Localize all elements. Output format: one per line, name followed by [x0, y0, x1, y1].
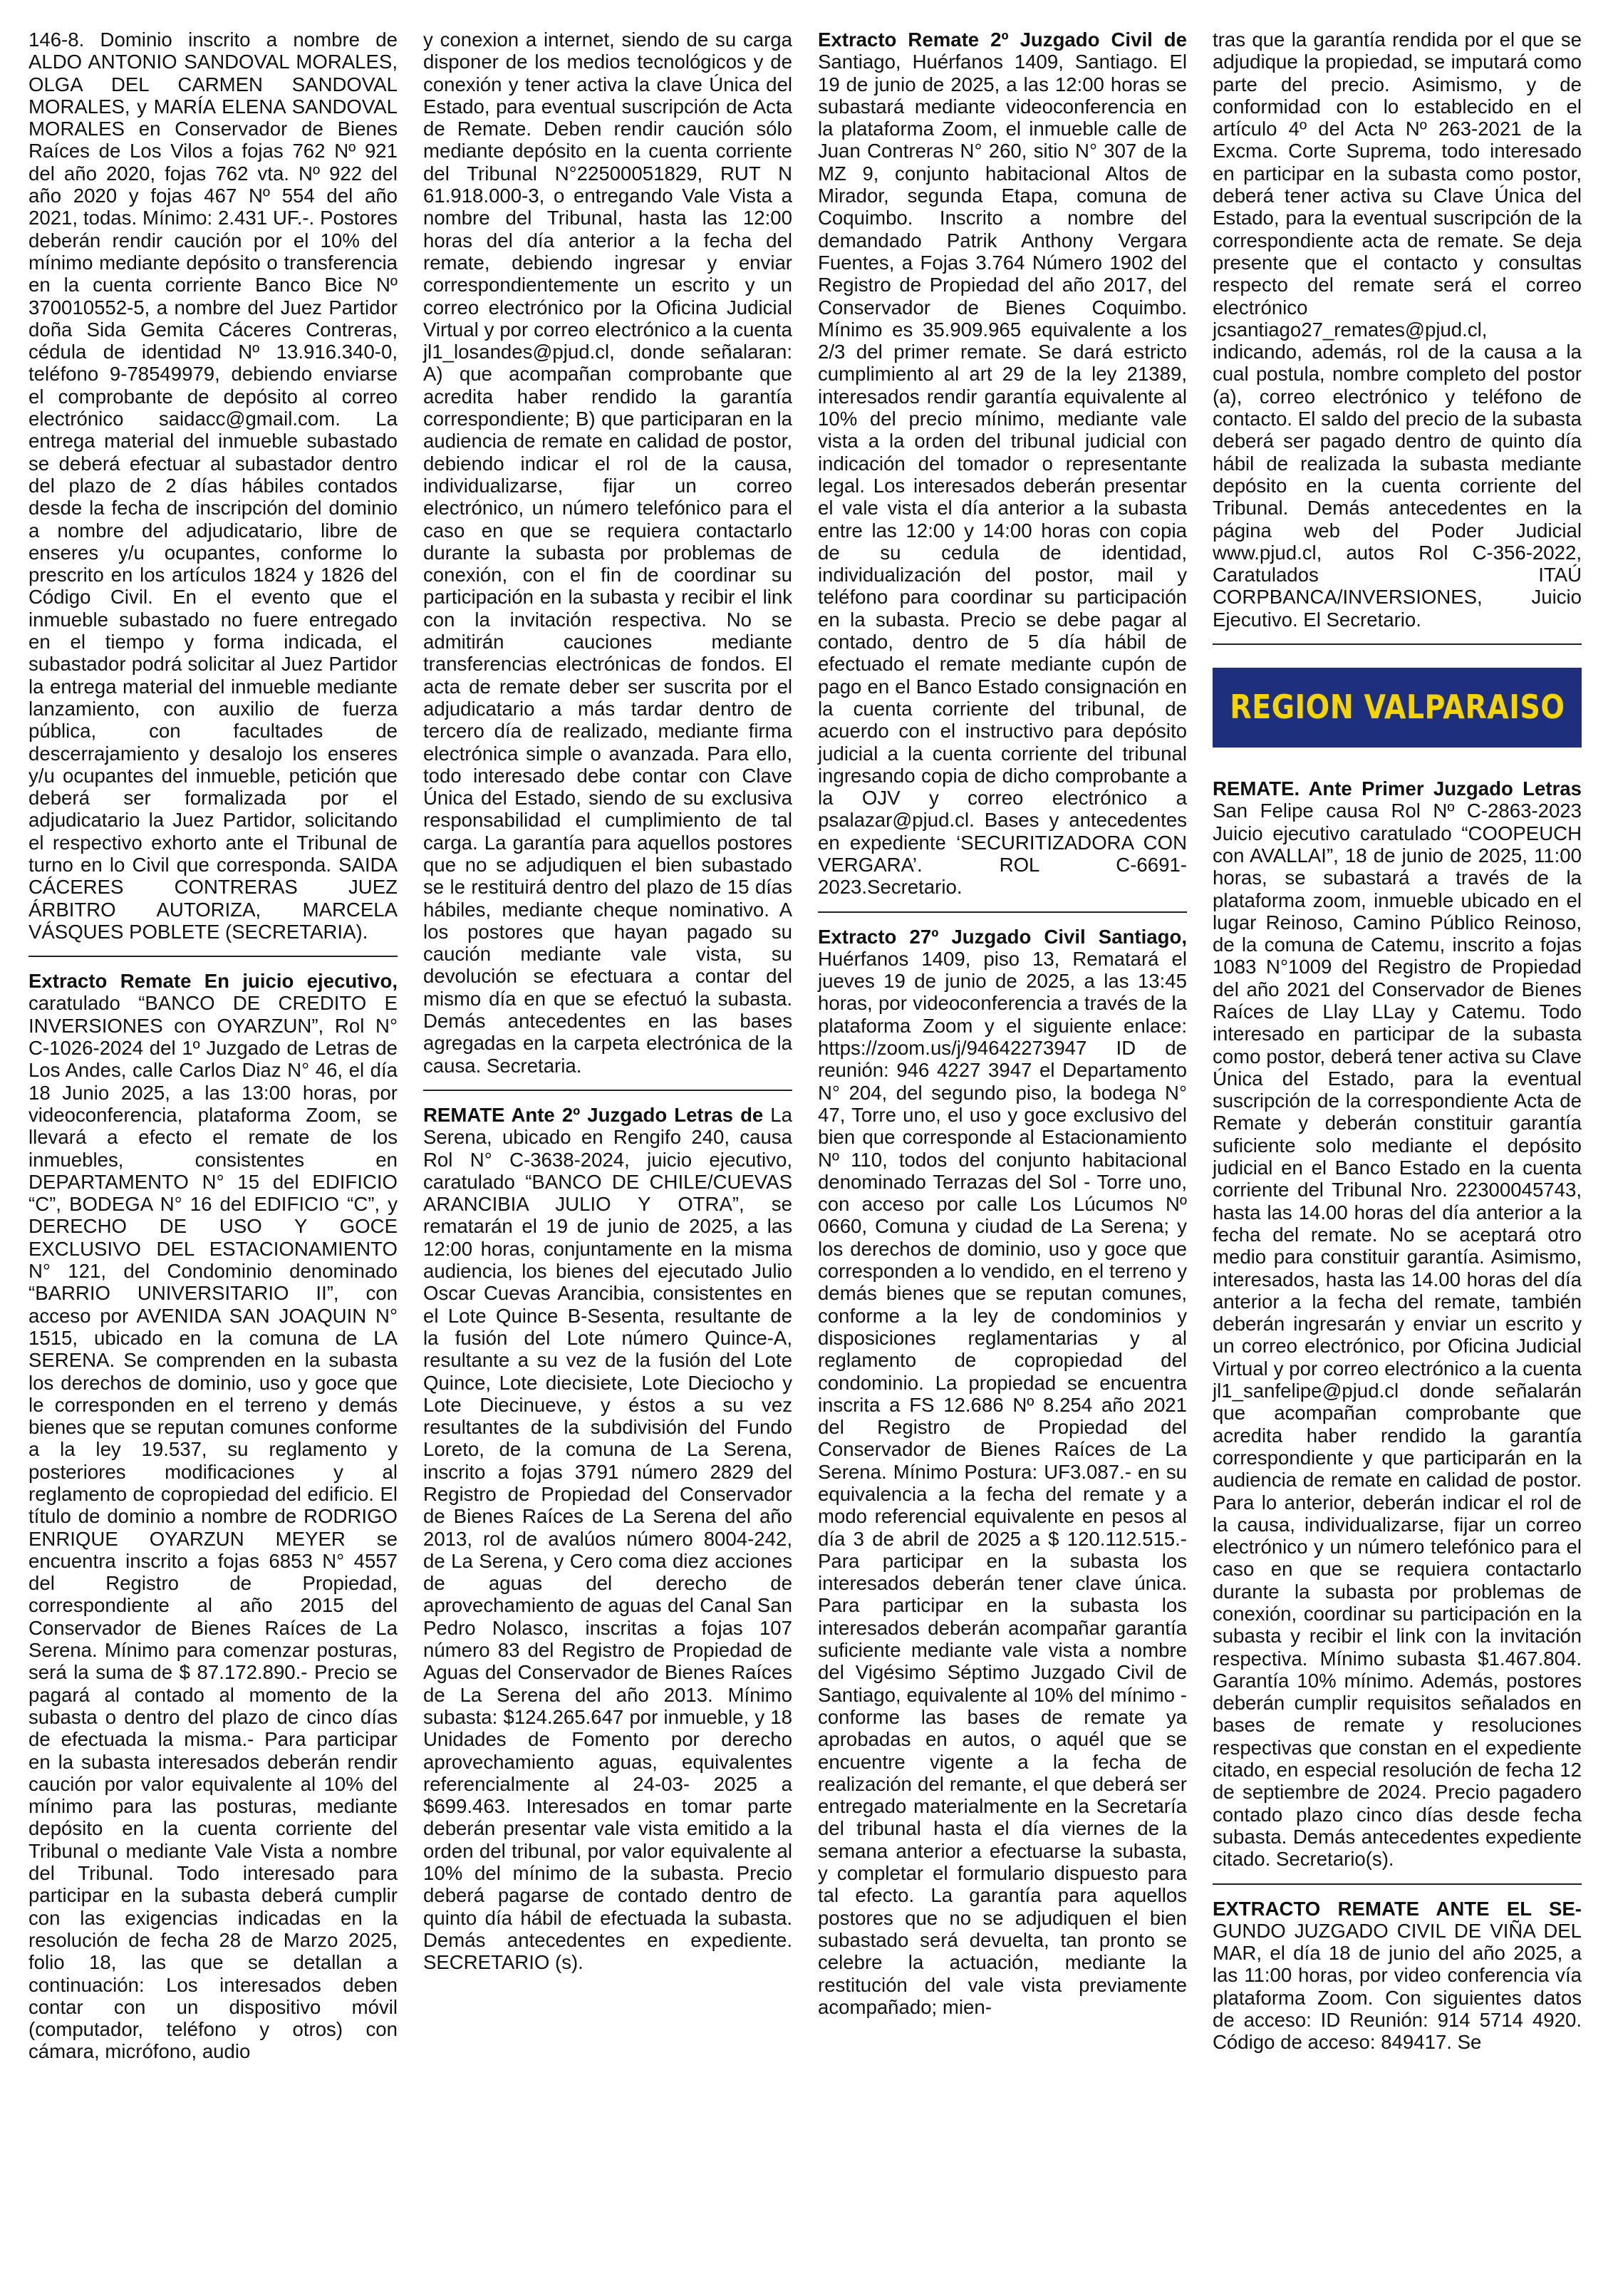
column-4 — [1213, 29, 1582, 2054]
column-1 — [28, 29, 398, 2063]
legal-notice — [1213, 29, 1582, 631]
notice-lead: Extracto Remate 2º Juzgado Civil de — [818, 29, 1187, 51]
notice-body: La Serena, ubicado en Rengifo 240, causa Rol N° C-3638-2024, juicio ejecutivo, caratulado “BANCO DE CHILE/CUEVAS ARANCIBIA JULIO Y OTRA”, se rematarán el 19 de junio de 2025, a las 12:00 horas, conjuntamente en la misma audiencia, los bienes del ejecutado Julio Oscar Cuevas Arancibia, consistentes en el Lote Quince B-Sesenta, resultante de la fusión del Lote número Quince-A, resultante a su vez de la fusión del Lote Quince, Lote diecisiete, Lote Dieciocho y Lote Diecinueve, y éstos a su vez resultantes de la subdivisión del Fundo Loreto, de la comuna de La Serena, inscrito a fojas 3791 número 2829 del Registro de Propiedad del Conservador de Bienes Raíces de La Serena del año 2013, rol de avalúos número 8004-242, de La Serena, y Cero coma diez acciones de aguas del derecho de aprovechamiento de aguas del Canal San Pedro Nolasco, inscritas a fojas 107 número 83 del Registro de Propiedad de Aguas del Conservador de Bienes Raíces de La Serena del año 2013. Mínimo subasta: $124.265.647 por inmueble, y 18 Unidades de Fomento por derecho aprovechamiento aguas, equivalentes referencialmente al 24-03- 2025 a $699.463. Interesados en tomar parte deberán presentar vale vista emitido a la orden del tribunal, por valor equivalente al 10% del mínimo de la subasta. Precio deberá pagarse de contado dentro de quinto día hábil de efectuada la subasta. Demás antecedentes en expediente. SECRETARIO (s). — [423, 1103, 792, 1974]
notice-body: San Felipe causa Rol Nº C-2863-2023 Juicio ejecutivo caratulado “COOPEUCH con AVALLAI”, 18 de junio de 2025, 11:00 horas, se subastará a través de la plataforma zoom, inmueble ubicado en el lugar Reinoso, Camino Público Reinoso, de la comuna de Catemu, inscrito a fojas 1083 N°1009 del Registro de Propiedad del año 2021 del Conservador de Bienes Raíces de Llay LLay y Catemu. Todo interesado en participar de la subasta como postor, deberá tener activa su Clave Única del Estado, para la eventual suscripción de la correspondiente Acta de Remate y deberán constituir garantía suficiente solo mediante el depósito judicial en el Banco Estado en la cuenta corriente del Tribunal Nro. 22300045743, hasta las 14.00 horas del día anterior a la fecha del remate. No se aceptará otro medio para constituir garantía. Asimismo, interesados, hasta las 14.00 horas del día anterior a la fecha del remate, también deberán ingresarán y enviar un escrito y un correo electrónico, por Oficina Judicial Virtual y por correo electrónico a la cuenta jl1_sanfelipe@pjud.cl donde señalarán que acompañan comprobante que acredita haber rendido la garantía correspondiente y que participarán en la audiencia de remate en calidad de postor. Para lo anterior, deberán indicar el rol de la causa, individualizarse, fijar un correo electrónico y un número telefónico para el caso en que se requiera contactarlo durante la subasta por problemas de conexión, coordinar su participación en la subasta y recibir el link con la invitación respectiva. Mínimo subasta $1.467.804. Garantía 10% mínimo. Además, postores deberán cumplir requisitos señalados en bases de remate y resoluciones respectivas que constan en el expediente citado, en especial resolución de fecha 12 de septiembre de 2024. Precio pagadero contado plazo cinco días desde fecha subasta. Demás antecedentes expediente citado. Secretario(s). — [1213, 800, 1582, 1871]
notice-lead: Extracto 27º Juzgado Civil Santiago, — [818, 925, 1187, 948]
legal-notice — [423, 1104, 792, 1974]
notice-body: caratulado “BANCO DE CREDITO E INVERSIONES con OYARZUN”, Rol N° C-1026-2024 del 1º Juzgado de Letras de Los Andes, calle Carlos Diaz N° 46, el día 18 Junio 2025, a las 13:00 horas, por videoconferencia, plataforma Zoom, se llevará a efecto el remate de los inmuebles, consistentes en DEPARTAMENTO N° 15 del EDIFICIO “C”, BODEGA N° 16 del EDIFICIO “C”, y DERECHO DE USO Y GOCE EXCLUSIVO DEL ESTACIONAMIENTO N° 121, del Condominio denominado “BARRIO UNIVERSITARIO II”, con acceso por AVENIDA SAN JOAQUIN N° 1515, ubicado en la comuna de LA SERENA. Se comprenden en la subasta los derechos de dominio, uso y goce que le corresponden en el terreno y demás bienes que se reputan comunes conforme a la ley 19.537, su reglamento y posteriores modificaciones y al reglamento de copropiedad del edificio. El título de dominio a nombre de RODRIGO ENRIQUE OYARZUN MEYER se encuentra inscrito a fojas 6853 N° 4557 del Registro de Propiedad, correspondiente al año 2015 del Conservador de Bienes Raíces de La Serena. Mínimo para comenzar posturas, será la suma de $ 87.172.890.- Precio se pagará al contado al momento de la subasta o dentro del plazo de cinco días de efectuada la misma.- Para participar en la subasta interesados deberán rendir caución por valor equivalente al 10% del mínimo para las posturas, mediante depósito en la cuenta corriente del Tribunal o mediante Vale Vista a nombre del Tribunal. Todo interesado para participar en la subasta deberá cumplir con las exigencias indicadas en la resolución de fecha 28 de Marzo 2025, folio 18, las que se detallan a continuación: Los interesados deben contar con un dispositivo móvil (computador, teléfono y otros) con cámara, micrófono, audio — [28, 992, 398, 2063]
legal-notice — [1213, 777, 1582, 1871]
notice-divider — [28, 956, 398, 957]
column-2 — [423, 29, 792, 1974]
notice-body: tras que la garantía rendida por el que se adjudique la propiedad, se imputará como parte del precio. Asimismo, y de conformidad con lo establecido en el artículo 4º del Acta Nº 263-2021 de la Excma. Corte Suprema, todo interesado en participar en la subasta como postor, deberá tener activa su Clave Única del Estado, para la eventual suscripción de la correspondiente acta de remate. Se deja presente que el contacto y consultas respecto del remate será el correo electrónico jcsantiago27_remates@pjud.cl, indicando, además, rol de la causa a la cual postula, nombre completo del postor (a), correo electrónico y teléfono de contacto. El saldo del precio de la subasta deberá ser pagado dentro de quinto día hábil de realizada la subasta mediante depósito en la cuenta corriente del Tribunal. Demás antecedentes en la página web del Poder Judicial www.pjud.cl, autos Rol C-356-2022, Caratulados ITAÚ CORPBANCA/INVERSIONES, Juicio Ejecutivo. El Secretario. — [1213, 29, 1582, 631]
notice-body: GUNDO JUZGADO CIVIL DE VIÑA DEL MAR, el día 18 de junio del año 2025, a las 11:00 horas, por video conferencia vía plataforma Zoom. Con siguientes datos de acceso: ID Reunión: 914 5714 4920. Código de acceso: 849417. Se — [1213, 1919, 1582, 2054]
notice-body: y conexion a internet, siendo de su carga disponer de los medios tecnológicos y de conexión y tener activa la clave Única del Estado, para eventual suscripción de Acta de Remate. Deben rendir caución sólo mediante depósito en la cuenta corriente del Tribunal N°22500051829, RUT N 61.918.000-3, o entregando Vale Vista a nombre del Tribunal, hasta las 12:00 horas del día anterior a la fecha del remate, debiendo ingresar y enviar correspondientemente un escrito y un correo electrónico por la Oficina Judicial Virtual y por correo electrónico a la cuenta jl1_losandes@pjud.cl, donde señalaran: A) que acompañan comprobante que acredita haber rendido la garantía correspondiente; B) que participaran en la audiencia de remate en calidad de postor, debiendo indicar el rol de la causa, individualizarse, fijar un correo electrónico, un número telefónico para el caso en que se requiera contactarlo durante la subasta por problemas de conexión, con el fin de coordinar su participación en la subasta y recibir el link con la invitación respectiva. No se admitirán cauciones mediante transferencias electrónicas de fondos. El acta de remate deber ser suscrita por el adjudicatario a más tardar dentro de tercero día de realizado, mediante firma electrónica simple o avanzada. Para ello, todo interesado debe contar con Clave Única del Estado, siendo de su exclusiva responsabilidad el cumplimiento de tal carga. La garantía para aquellos postores que no se adjudiquen el bien subastado se le restituirá dentro del plazo de 15 días hábiles, mediante cheque nominativo. A los postores que hayan pagado su caución mediante vale vista, su devolución se efectuara a contar del mismo día en que se efectuó la subasta. Demás antecedentes en las bases agregadas en la carpeta electrónica de la causa. Secretaria. — [423, 29, 792, 1077]
legal-notice — [423, 29, 792, 1077]
region-section-header — [1213, 668, 1582, 748]
notice-divider — [818, 911, 1187, 913]
column-3 — [818, 29, 1187, 2018]
notice-divider — [423, 1090, 792, 1091]
notice-lead: REMATE Ante 2º Juzgado Letras de — [423, 1103, 764, 1126]
notice-body: Huérfanos 1409, piso 13, Rematará el jueves 19 de junio de 2025, a las 13:45 horas, por videoconferencia a través de la plataforma Zoom y el siguiente enlace: https://zoom.us/j/94642273947 ID de reunión: 946 4227 3947 el Departamento N° 204, del segundo piso, la bodega N° 47, Torre uno, el uso y goce exclusivo del bien que corresponde al Estacionamiento Nº 110, todos del conjunto habitacional denominado Terrazas del Sol - Torre uno, con acceso por calle Los Lúcumos Nº 0660, Comuna y ciudad de La Serena; y los derechos de dominio, uso y goce que corresponden a lo vendido, en el terreno y demás bienes que se reputan comunes, conforme a la ley de condominios y disposiciones reglamentarias y al reglamento de copropiedad del condominio. La propiedad se encuentra inscrita a FS 12.686 Nº 8.254 año 2021 del Registro de Propiedad del Conservador de Bienes Raíces de La Serena. Mínimo Postura: UF3.087.- en su equivalencia a la fecha del remate y a modo referencial equivalente en pesos al día 3 de abril de 2025 a $ 120.112.515.- Para participar en la subasta los interesados deberán tener clave única. Para participar en la subasta los interesados deberán acompañar garantía suficiente mediante vale vista a nombre del Vigésimo Séptimo Juzgado Civil de Santiago, equivalente al 10% del mínimo -conforme las bases de remate ya aprobadas en autos, o aquél que se encuentre vigente a la fecha de realización del remante, el que deberá ser entregado materialmente en la Secretaría del tribunal hasta el día viernes de la semana anterior a efectuarse la subasta, y completar el formulario dispuesto para tal efecto. La garantía para aquellos postores que no se adjudiquen el bien subastado será devuelta, tan pronto se celebre la actuación, mediante la restitución del vale vista previamente acompañado; mien- — [818, 947, 1187, 2018]
legal-notice — [818, 29, 1187, 899]
legal-notice — [1213, 1898, 1582, 2054]
notice-lead: REMATE. Ante Primer Juzgado Letras — [1213, 777, 1582, 800]
notice-lead: Extracto Remate En juicio ejecutivo, — [28, 970, 398, 993]
legal-notice — [28, 29, 398, 943]
region-title: REGION VALPARAISO — [1229, 688, 1565, 727]
notice-divider — [1213, 643, 1582, 645]
legal-notice — [818, 926, 1187, 2019]
notice-lead: EXTRACTO REMATE ANTE EL SE- — [1213, 1897, 1582, 1920]
notice-body: 146-8. Dominio inscrito a nombre de ALDO ANTONIO SANDOVAL MORALES, OLGA DEL CARMEN SANDOVAL MORALES, y MARÍA ELENA SANDOVAL MORALES en Conservador de Bienes Raíces de Los Vilos a fojas 762 Nº 921 del año 2020, fojas 762 vta. Nº 922 del año 2020 y fojas 467 Nº 554 del año 2021, todas. Mínimo: 2.431 UF.-. Postores deberán rendir caución por el 10% del mínimo mediante depósito o transferencia en la cuenta corriente Banco Bice Nº 370010552-5, a nombre del Juez Partidor doña Sida Gemita Cáceres Contreras, cédula de identidad Nº 13.916.340-0, teléfono 9-78549979, debiendo enviarse el comprobante de depósito al correo electrónico saidacc@gmail.com. La entrega material del inmueble subastado se deberá efectuar al subastador dentro del plazo de 2 días hábiles contados desde la fecha de inscripción del dominio a nombre del adjudicatario, libre de enseres y/u ocupantes, conforme lo prescrito en los artículos 1824 y 1826 del Código Civil. En el evento que el inmueble subastado no fuere entregado en el tiempo y forma indicada, el subastador podrá solicitar al Juez Partidor la entrega material del inmueble mediante lanzamiento, con auxilio de fuerza pública, con facultades de descerrajamiento y desalojo los enseres y/u ocupantes del inmueble, petición que deberá ser formalizada por el adjudicatario la Juez Partidor, solicitando el respectivo exhorto ante el Tribunal de turno en lo Civil que corresponda. SAIDA CÁCERES CONTRERAS JUEZ ÁRBITRO AUTORIZA, MARCELA VÁSQUES POBLETE (SECRETARIA). — [28, 29, 398, 943]
legal-notice — [28, 970, 398, 2063]
notice-divider — [1213, 1883, 1582, 1885]
notice-body: Santiago, Huérfanos 1409, Santiago. El 19 de junio de 2025, a las 12:00 horas se subastará mediante videoconferencia en la plataforma Zoom, el inmueble calle de Juan Contreras N° 260, sitio N° 307 de la MZ 9, conjunto habitacional Altos de Mirador, segunda Etapa, comuna de Coquimbo. Inscrito a nombre del demandado Patrik Anthony Vergara Fuentes, a Fojas 3.764 Número 1902 del Registro de Propiedad del año 2017, del Conservador de Bienes Coquimbo. Mínimo es 35.909.965 equivalente a los 2/3 del primer remate. Se dará estricto cumplimiento al art 29 de la ley 21389, interesados rendir garantía equivalente al 10% del precio mínimo, mediante vale vista a la orden del tribunal judicial con indicación del tomador o representante legal. Los interesados deberán presentar el vale vista el día anterior a la subasta entre las 12:00 y 14:00 horas con copia de su cedula de identidad, individualización del postor, mail y teléfono para coordinar su participación en la subasta. Precio se debe pagar al contado, dentro de 5 día hábil de efectuado el remate mediante cupón de pago en el Banco Estado consignación en la cuenta corriente del tribunal, de acuerdo con el instructivo para depósito judicial a la cuenta corriente del tribunal ingresando copia de dicho comprobante a la OJV y correo electrónico a psalazar@pjud.cl. Bases y antecedentes en expediente ‘SECURITIZADORA CON VERGARA’. ROL C-6691-2023.Secretario. — [818, 51, 1187, 899]
